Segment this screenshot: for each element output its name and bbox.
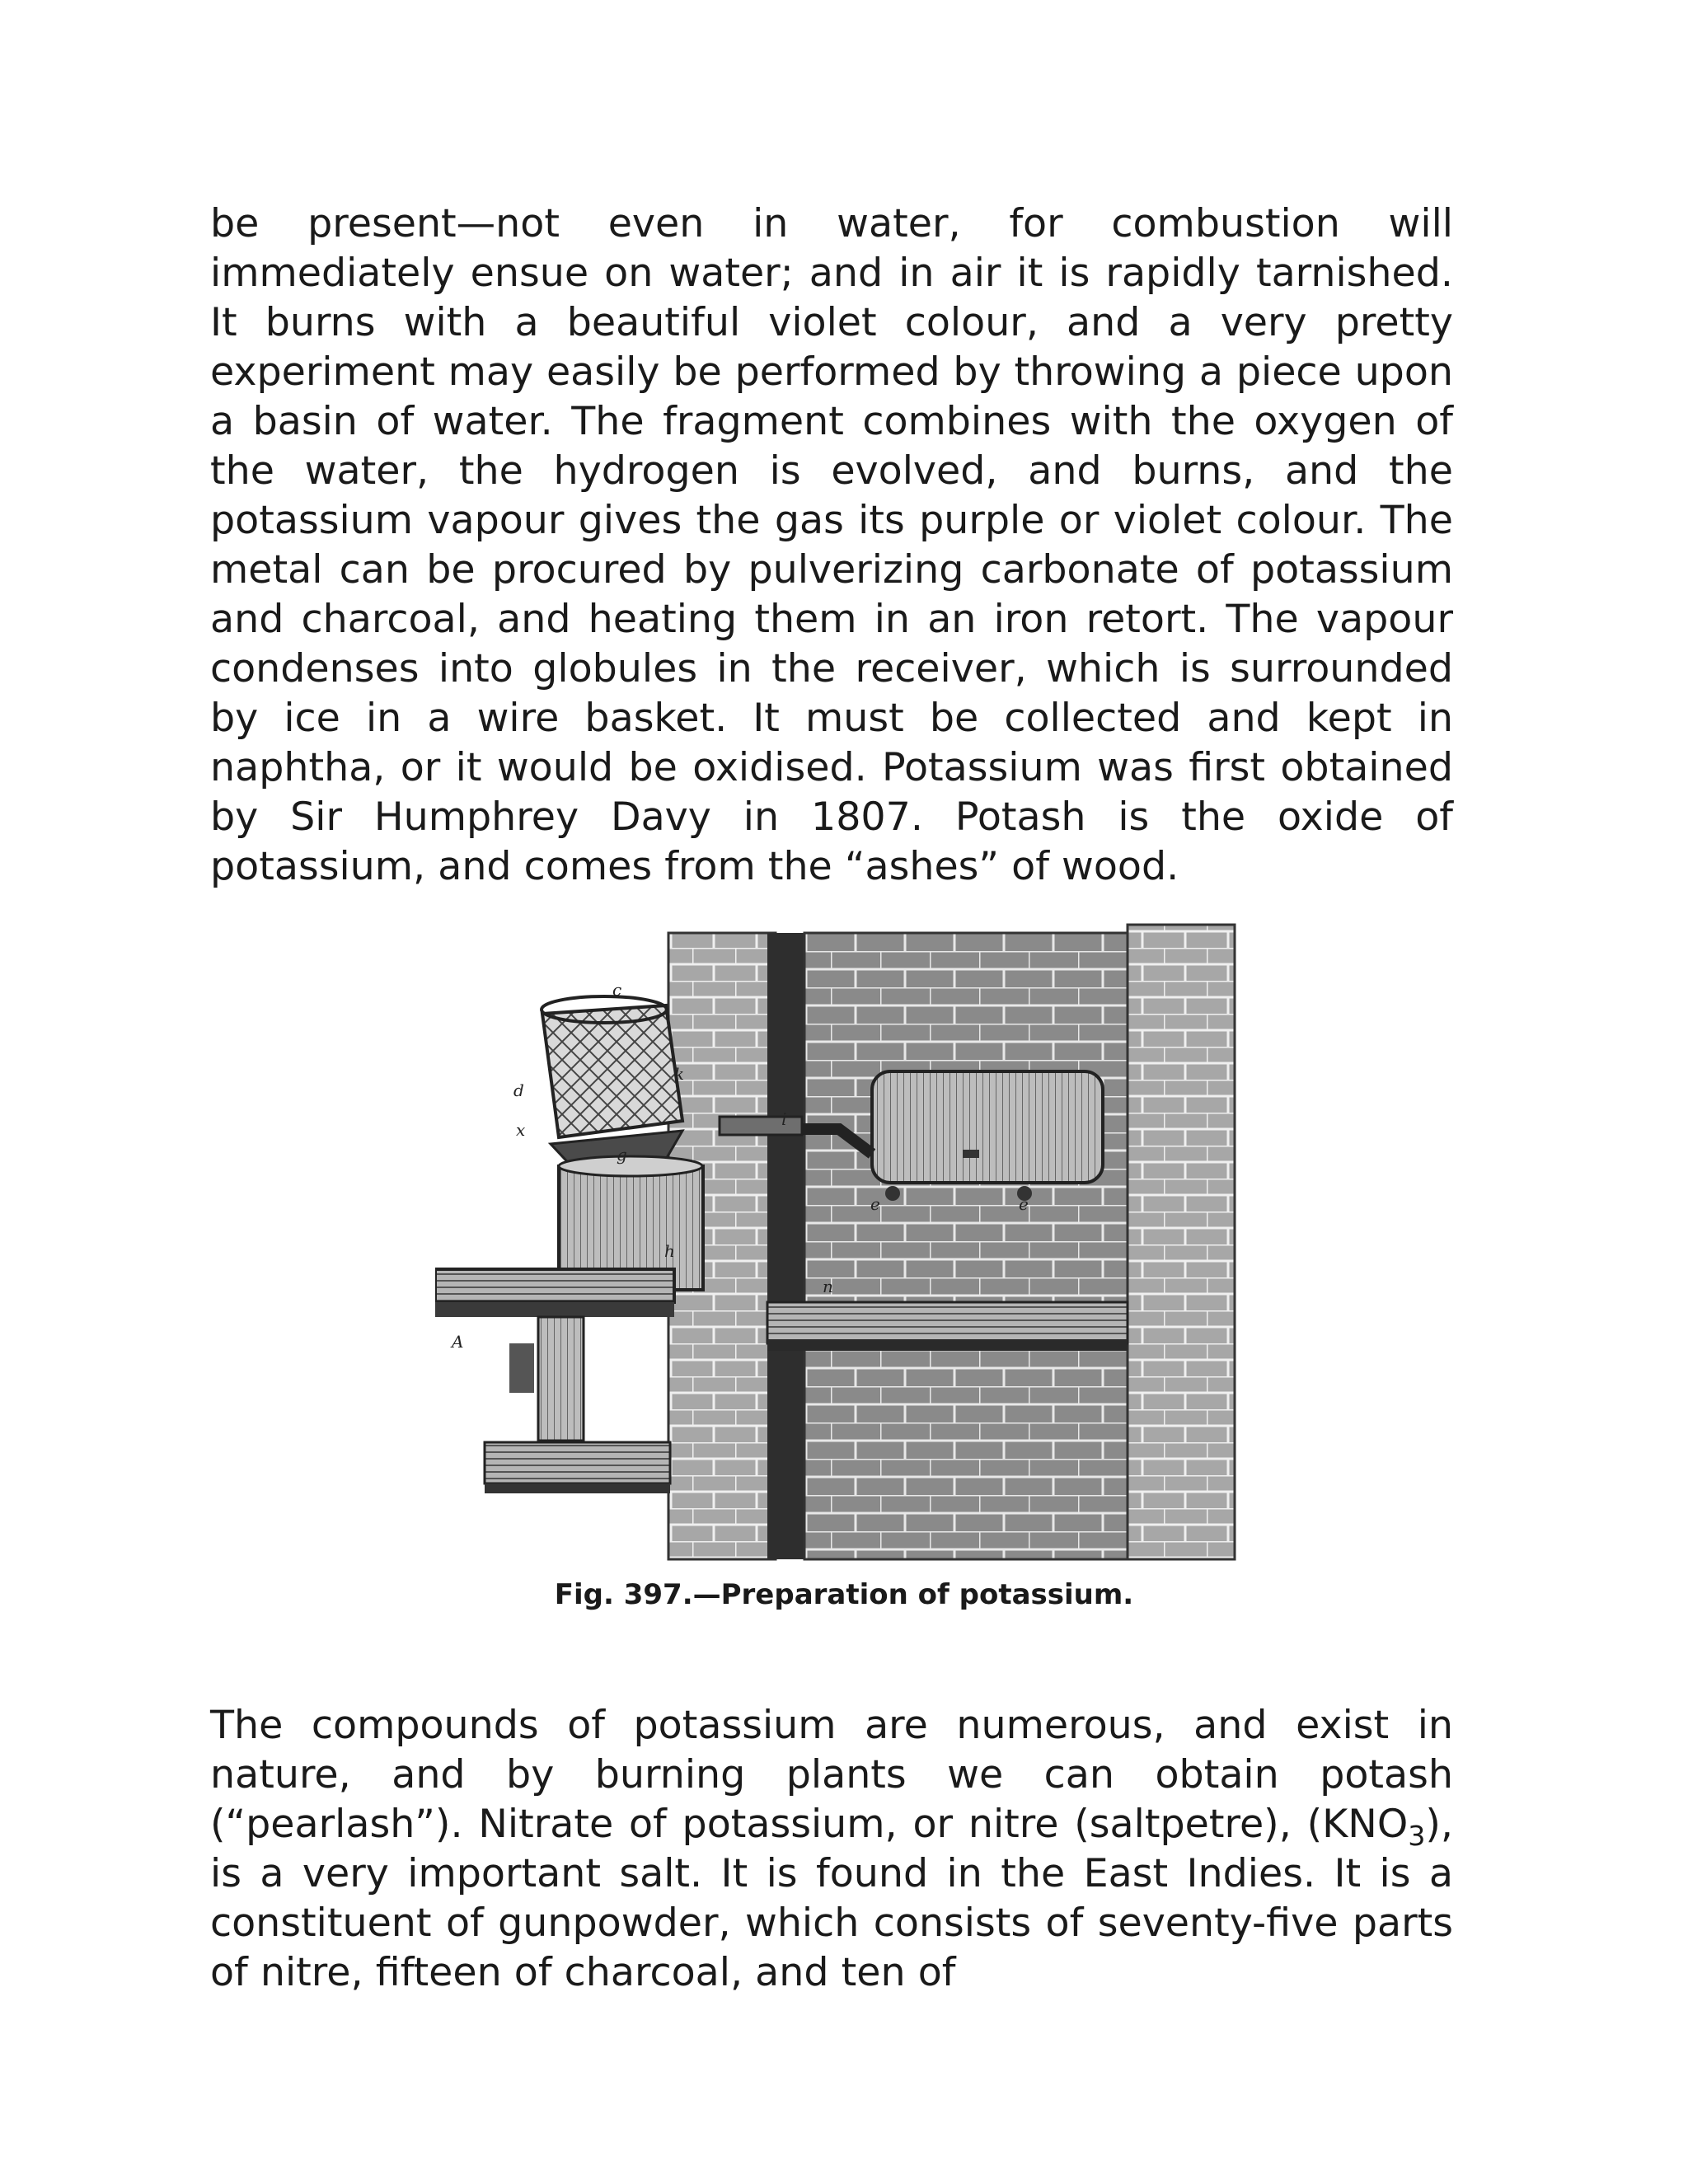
label-k: k — [674, 1064, 685, 1084]
label-e2: e — [1019, 1194, 1029, 1214]
iron-retort — [872, 1071, 1103, 1183]
furnace-shelf — [767, 1302, 1128, 1343]
engraving-illustration — [435, 915, 1243, 1566]
apparatus-table — [435, 1269, 674, 1302]
label-g: g — [617, 1145, 627, 1165]
furnace-dark-column — [767, 933, 804, 1559]
furnace-brick-wall — [804, 933, 1128, 1559]
label-c: c — [612, 980, 622, 1000]
wire-basket — [542, 1005, 685, 1137]
table-base — [485, 1442, 670, 1483]
label-i: i — [781, 1109, 787, 1129]
label-n: n — [823, 1277, 833, 1296]
body-paragraph-2 — [210, 1701, 1453, 1998]
paragraph-2-text-a: The compounds of potassium are numerous, and exist in nature, and by burning plants we can obtain potash (“pearlash”). Nitrate of potassium, or nitre (saltpetre), (KNO — [210, 1703, 1453, 1847]
condenser-tube — [720, 1117, 802, 1135]
label-x: x — [516, 1120, 526, 1140]
figure-potassium-apparatus — [435, 915, 1243, 1566]
table-post — [538, 1317, 584, 1441]
body-paragraph-1: be present—not even in water, for combustion will immediately ensue on water; and in air it is rapidly tarnished. It burns with a beautiful violet colour, and a very pretty experiment may easily be performed by throwing a piece upon a basin of water. The fragment combines with the oxygen of the water, the hydrogen is evolved, and burns, and the potassium vapour gives the gas its purple or violet colour. The metal can be procured by pulverizing carbonate of potassium and charcoal, and heating them in an iron retort. The vapour condenses into globules in the receiver, which is surrounded by ice in a wire basket. It must be collected and kept in naphtha, or it would be oxidised. Potassium was first obtained by Sir Humphrey Davy in 1807. Potash is the oxide of potassium, and comes from the “ashes” of wood. — [210, 201, 1453, 889]
paragraph-2-text-b: ), is a very important salt. It is found in the East Indies. It is a constituent of gunpowder, which consists of seventy-five parts of nitre, fifteen of charcoal, and ten of — [210, 1802, 1453, 1995]
label-A: A — [452, 1332, 464, 1352]
furnace-right-pillar — [1128, 925, 1235, 1559]
subscript-3: 3 — [1408, 1819, 1426, 1852]
label-e1: e — [870, 1194, 880, 1214]
label-d: d — [513, 1080, 524, 1100]
label-h: h — [664, 1241, 675, 1261]
figure-caption: Fig. 397.—Preparation of potassium. — [554, 1578, 1134, 1611]
